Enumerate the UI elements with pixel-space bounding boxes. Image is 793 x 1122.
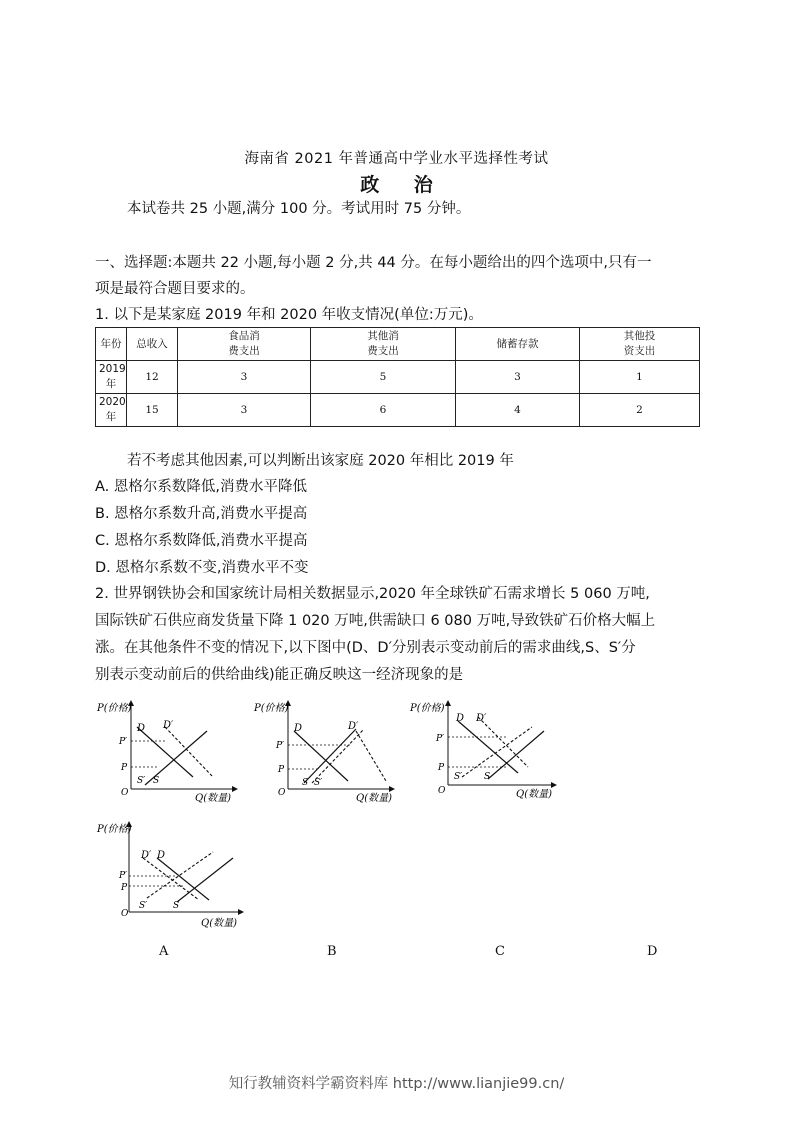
cell-income: 15: [127, 394, 178, 427]
s-prime-label: S′: [314, 778, 323, 788]
x-axis-label: Q(数量): [195, 793, 232, 804]
s-label: S: [173, 901, 180, 911]
q2-line4: 别表示变动前后的供给曲线)能正确反映这一经济现象的是: [95, 667, 464, 683]
s-label: S: [484, 772, 491, 782]
footer-watermark: 知行教辅资料学霸资料库 http://www.lianjie99.cn/: [228, 1076, 565, 1092]
graph-d: [95, 818, 250, 930]
s-label: S: [153, 776, 160, 786]
q2-line1: 2. 世界钢铁协会和国家统计局相关数据显示,2020 年全球铁矿石需求增长 5 060 万吨,: [95, 586, 650, 602]
q1-option-d: D. 恩格尔系数不变,消费水平不变: [95, 560, 309, 576]
cell-other-consumption: 6: [311, 394, 456, 427]
s-prime-label: S′: [454, 772, 463, 782]
section-heading-line1: 一、选择题:本题共 22 小题,每小题 2 分,共 44 分。在每小题给出的四个选项中,只有一: [95, 255, 652, 271]
q1-stem: 1. 以下是某家庭 2019 年和 2020 年收支情况(单位:万元)。: [95, 307, 483, 323]
table-row: [96, 361, 700, 394]
q1-option-a: A. 恩格尔系数降低,消费水平降低: [95, 479, 307, 495]
p-prime-label: P′: [276, 741, 285, 751]
cell-year: 2019 年: [96, 361, 127, 394]
graph-c: [408, 697, 563, 807]
q1-option-c: C. 恩格尔系数降低,消费水平提高: [95, 533, 308, 549]
cell-income: 12: [127, 361, 178, 394]
cell-investment: 1: [580, 361, 700, 394]
origin-label: O: [121, 909, 129, 919]
p-prime-label: P′: [436, 734, 445, 744]
cell-savings: 3: [456, 361, 580, 394]
cell-food: 3: [178, 394, 311, 427]
table-header-row: [96, 328, 700, 361]
p-label: P: [121, 763, 128, 773]
origin-label: O: [438, 786, 446, 796]
choice-a-label: A: [159, 944, 169, 959]
p-label: P: [438, 763, 445, 773]
table-row: [96, 394, 700, 427]
x-axis-label: Q(数量): [516, 789, 553, 800]
th-food: 食品消费支出: [178, 328, 311, 361]
exam-title: 海南省 2021 年普通高中学业水平选择性考试: [244, 151, 549, 167]
graph-b: [252, 697, 402, 807]
cell-food: 3: [178, 361, 311, 394]
d-prime-label: D′: [141, 850, 152, 861]
q1-table: [95, 327, 700, 427]
y-axis-label: P(价格): [97, 824, 132, 835]
exam-intro: 本试卷共 25 小题,满分 100 分。考试用时 75 分钟。: [127, 201, 471, 217]
th-savings: 储蓄存款: [456, 328, 580, 361]
s-prime-label: S′: [139, 901, 148, 911]
th-income: 总收入: [127, 328, 178, 361]
choice-c-label: C: [495, 944, 505, 959]
cell-investment: 2: [580, 394, 700, 427]
p-label: P: [121, 883, 128, 893]
s-label: S: [302, 778, 309, 788]
q2-line2: 国际铁矿石供应商发货量下降 1 020 万吨,供需缺口 6 080 万吨,导致铁矿石价格大幅上: [95, 613, 656, 629]
d-label: D: [157, 850, 166, 861]
d-prime-label: D′: [476, 713, 487, 724]
d-label: D: [294, 723, 303, 734]
section-heading-line2: 项是最符合题目要求的。: [95, 281, 255, 297]
x-axis-label: Q(数量): [201, 918, 238, 929]
th-year: 年份: [96, 328, 127, 361]
y-axis-label: P(价格): [254, 703, 289, 714]
p-label: P: [278, 765, 285, 775]
d-prime-label: D′: [163, 720, 174, 731]
origin-label: O: [121, 788, 129, 798]
p-prime-label: P′: [119, 737, 128, 747]
s-prime-label: S′: [137, 776, 146, 786]
th-investment: 其他投资支出: [580, 328, 700, 361]
x-axis-label: Q(数量): [356, 793, 393, 804]
p-prime-label: P′: [119, 871, 128, 881]
q1-option-b: B. 恩格尔系数升高,消费水平提高: [95, 506, 308, 522]
y-axis-label: P(价格): [97, 703, 132, 714]
y-axis-label: P(价格): [410, 703, 445, 714]
origin-label: O: [278, 788, 286, 798]
subject-title: 政 治: [360, 174, 447, 196]
graph-a: [95, 697, 245, 807]
cell-savings: 4: [456, 394, 580, 427]
cell-year: 2020 年: [96, 394, 127, 427]
d-prime-label: D′: [348, 721, 359, 732]
d-label: D: [456, 713, 465, 724]
q2-line3: 涨。在其他条件不变的情况下,以下图中(D、D′分别表示变动前后的需求曲线,S、S′分: [95, 640, 636, 656]
choice-b-label: B: [327, 944, 337, 959]
q1-question: 若不考虑其他因素,可以判断出该家庭 2020 年相比 2019 年: [127, 453, 514, 469]
cell-other-consumption: 5: [311, 361, 456, 394]
th-other-consumption: 其他消费支出: [311, 328, 456, 361]
d-label: D: [137, 723, 146, 734]
choice-d-label: D: [647, 944, 658, 959]
